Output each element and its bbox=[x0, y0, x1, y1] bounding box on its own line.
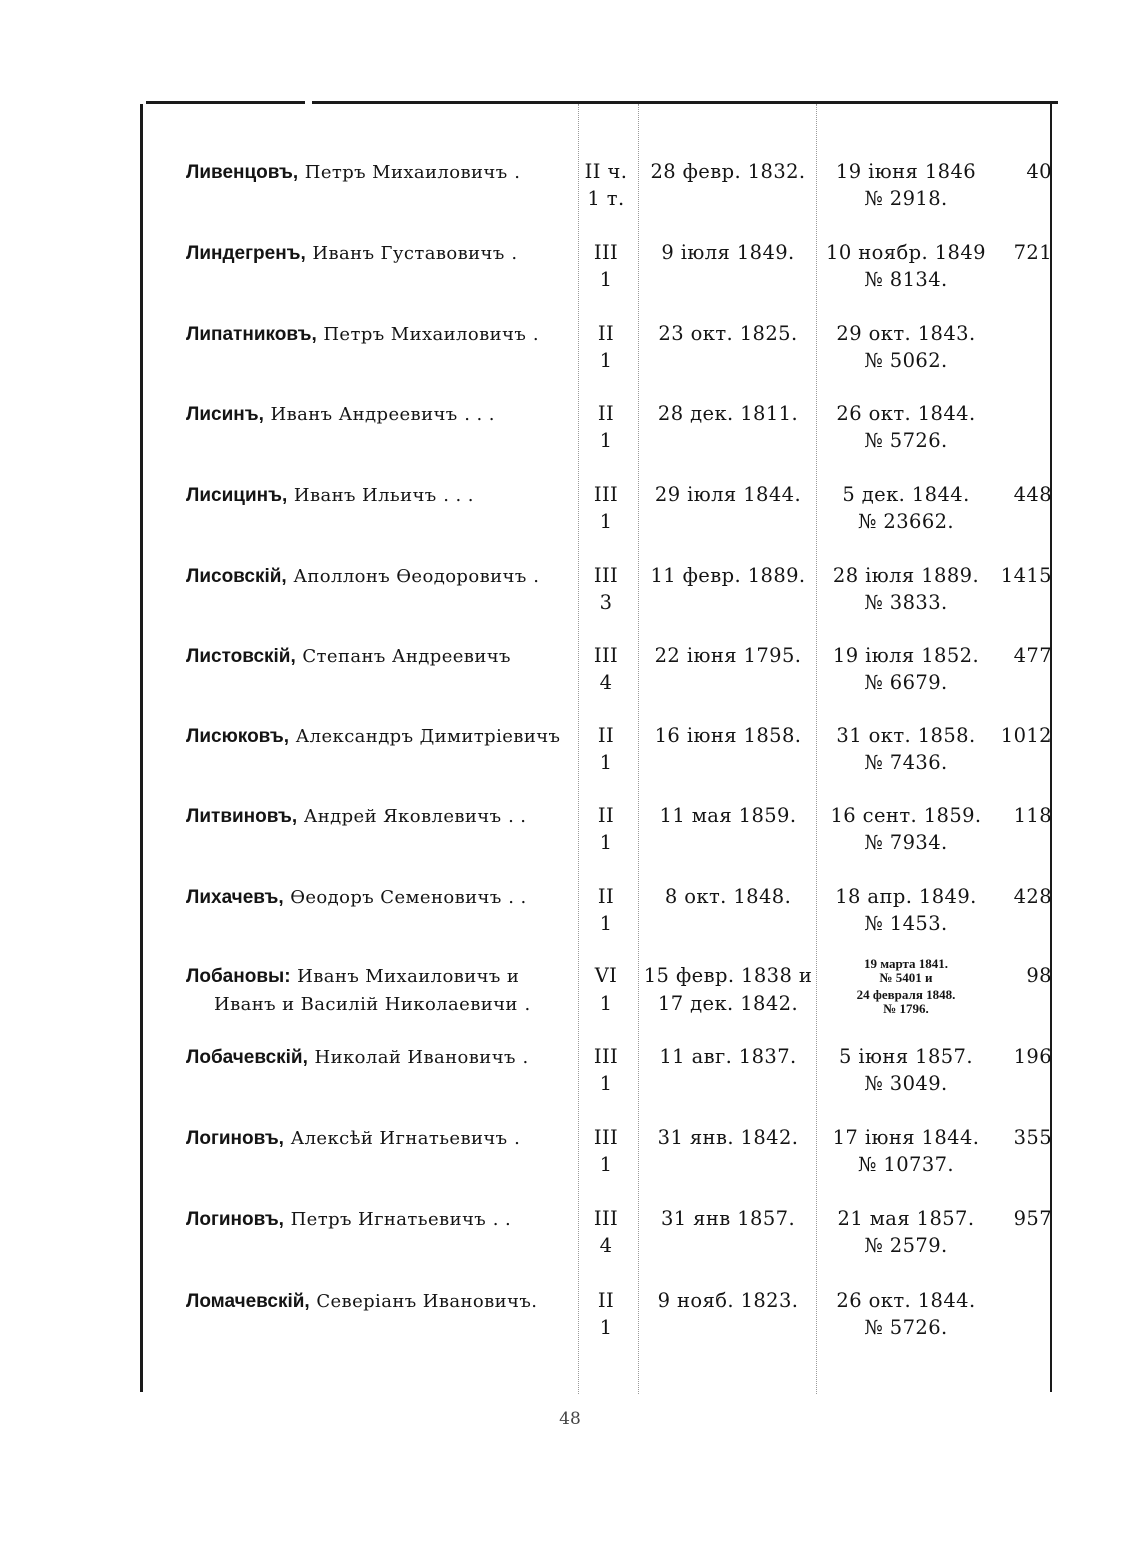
leader-dots: . . bbox=[492, 1209, 512, 1230]
decree-date: 31 окт. 1858. bbox=[836, 724, 976, 747]
decree-number: № 5401 и bbox=[879, 970, 933, 985]
register-row bbox=[0, 722, 1140, 792]
given-name: Иванъ Ильичъ bbox=[293, 485, 437, 506]
decree-date: 19 іюля 1852. bbox=[832, 644, 980, 667]
given-name: Ѳеодоръ Семеновичъ bbox=[290, 887, 502, 908]
surname: Лисицинъ, bbox=[186, 485, 288, 506]
given-name: Иванъ Андреевичъ bbox=[270, 404, 458, 425]
decree-number: № 7436. bbox=[864, 751, 948, 774]
person-name bbox=[186, 400, 564, 428]
register-row bbox=[0, 400, 1140, 470]
person-name bbox=[186, 1043, 564, 1071]
surname: Лобачевскій, bbox=[186, 1047, 308, 1068]
person-name bbox=[186, 562, 564, 590]
decree-number: № 2918. bbox=[864, 187, 948, 210]
record-number: 477 bbox=[1013, 644, 1052, 667]
person-name bbox=[186, 962, 564, 990]
decree-date: 10 ноябр. 1849 bbox=[826, 241, 986, 264]
leader-dots: . . . bbox=[443, 485, 474, 506]
given-name: Петръ Михаиловичъ bbox=[323, 324, 527, 345]
register-row bbox=[0, 642, 1140, 712]
record-number: 448 bbox=[1013, 483, 1052, 506]
given-name: Степанъ Андреевичъ bbox=[302, 646, 511, 667]
given-name: Иванъ Густавовичъ bbox=[312, 243, 505, 264]
first-date: 8 окт. 1848. bbox=[664, 885, 792, 908]
class-line1: III bbox=[593, 241, 619, 264]
leader-dots: . bbox=[522, 1047, 529, 1068]
class-line2: 1 bbox=[599, 992, 613, 1015]
first-date: 16 іюня 1858. bbox=[654, 724, 802, 747]
given-name: Северіанъ Ивановичъ. bbox=[316, 1291, 538, 1312]
decree-number: № 3049. bbox=[864, 1072, 948, 1095]
class-line2: 1 bbox=[599, 268, 613, 291]
class-line2: 1 bbox=[599, 1072, 613, 1095]
decree-date: 26 окт. 1844. bbox=[836, 402, 976, 425]
first-date: 9 іюля 1849. bbox=[661, 241, 795, 264]
surname: Ливенцовъ, bbox=[186, 162, 299, 183]
decree-date: 5 іюня 1857. bbox=[839, 1045, 973, 1068]
class-line2: 4 bbox=[599, 1234, 613, 1257]
person-name bbox=[186, 1124, 564, 1152]
register-row bbox=[0, 239, 1140, 309]
decree-date: 19 іюня 1846 bbox=[835, 160, 977, 183]
decree-date: 26 окт. 1844. bbox=[836, 1289, 976, 1312]
leader-dots: . bbox=[532, 324, 539, 345]
register-row bbox=[0, 1287, 1140, 1357]
first-date: 31 янв. 1842. bbox=[657, 1126, 799, 1149]
record-number: 40 bbox=[1026, 160, 1052, 183]
leader-dots: . bbox=[514, 1128, 521, 1149]
first-date: 28 февр. 1832. bbox=[650, 160, 806, 183]
class-line2: 1 bbox=[599, 831, 613, 854]
class-line1: II bbox=[597, 885, 615, 908]
top-rule bbox=[146, 101, 1058, 104]
first-date: 11 мая 1859. bbox=[659, 804, 797, 827]
register-row bbox=[0, 1205, 1140, 1275]
class-line2: 1 bbox=[599, 429, 613, 452]
class-line2: 1 bbox=[599, 510, 613, 533]
page-number: 48 bbox=[559, 1409, 581, 1429]
leader-dots: . bbox=[533, 566, 540, 587]
leader-dots: . . bbox=[508, 806, 527, 827]
decree-number: № 8134. bbox=[864, 268, 948, 291]
class-line1: III bbox=[593, 483, 619, 506]
person-name bbox=[186, 1287, 564, 1315]
record-number: 1012 bbox=[1000, 724, 1052, 747]
class-line1: II bbox=[597, 402, 615, 425]
person-name bbox=[186, 320, 564, 348]
first-date: 11 авг. 1837. bbox=[659, 1045, 797, 1068]
class-line2: 1 bbox=[599, 912, 613, 935]
decree-number: № 3833. bbox=[864, 591, 948, 614]
given-name-continued: Иванъ и Василій Николаевичи bbox=[214, 994, 518, 1015]
given-name: Петръ Михаиловичъ bbox=[304, 162, 508, 183]
surname: Логиновъ, bbox=[186, 1128, 284, 1149]
class-line1: III bbox=[593, 1126, 619, 1149]
surname: Литвиновъ, bbox=[186, 806, 298, 827]
given-name: Алексѣй Игнатьевичъ bbox=[290, 1128, 508, 1149]
decree-number-second: № 1796. bbox=[883, 1001, 929, 1016]
surname: Лисинъ, bbox=[186, 404, 264, 425]
person-name bbox=[186, 239, 564, 267]
person-name-continued bbox=[186, 990, 592, 1018]
record-number: 196 bbox=[1013, 1045, 1052, 1068]
decree-date: 19 марта 1841. bbox=[863, 956, 949, 971]
class-line1: II bbox=[597, 1289, 615, 1312]
given-name: Александръ Димитріевичъ bbox=[295, 726, 561, 747]
first-date: 15 февр. 1838 и bbox=[643, 964, 813, 987]
first-date-continued: 17 дек. 1842. bbox=[657, 992, 799, 1015]
record-number: 118 bbox=[1013, 804, 1052, 827]
record-number: 428 bbox=[1013, 885, 1052, 908]
surname: Логиновъ, bbox=[186, 1209, 284, 1230]
decree-number: № 2579. bbox=[864, 1234, 948, 1257]
register-row bbox=[0, 481, 1140, 551]
first-date: 31 янв 1857. bbox=[660, 1207, 796, 1230]
decree-date-second: 24 февраля 1848. bbox=[856, 987, 956, 1002]
register-row-multi bbox=[0, 956, 1140, 1026]
leader-dots: . bbox=[524, 994, 531, 1015]
register-row bbox=[0, 562, 1140, 632]
register-row bbox=[0, 802, 1140, 872]
surname: Листовскій, bbox=[186, 646, 296, 667]
record-number: 721 bbox=[1013, 241, 1052, 264]
decree-date: 17 іюня 1844. bbox=[832, 1126, 980, 1149]
class-line1: II bbox=[597, 804, 615, 827]
leader-dots: . . . bbox=[464, 404, 495, 425]
decree-number: № 6679. bbox=[864, 671, 948, 694]
decree-date: 18 апр. 1849. bbox=[835, 885, 977, 908]
decree-number: № 5726. bbox=[864, 1316, 948, 1339]
decree-date: 29 окт. 1843. bbox=[836, 322, 976, 345]
register-row bbox=[0, 1124, 1140, 1194]
top-rule-gap bbox=[305, 100, 312, 105]
register-row bbox=[0, 320, 1140, 390]
decree-number: № 5062. bbox=[864, 349, 948, 372]
record-number: 1415 bbox=[1000, 564, 1052, 587]
decree-number: № 7934. bbox=[864, 831, 948, 854]
person-name bbox=[186, 883, 564, 911]
leader-dots: . . bbox=[508, 887, 527, 908]
class-line2: 4 bbox=[599, 671, 613, 694]
decree-date: 21 мая 1857. bbox=[837, 1207, 975, 1230]
first-date: 29 іюля 1844. bbox=[654, 483, 802, 506]
given-name: Петръ Игнатьевичъ bbox=[290, 1209, 487, 1230]
person-name bbox=[186, 642, 564, 670]
record-number: 957 bbox=[1013, 1207, 1052, 1230]
given-name: Иванъ Михаиловичъ и bbox=[297, 966, 520, 987]
decree-date: 16 сент. 1859. bbox=[830, 804, 982, 827]
first-date: 28 дек. 1811. bbox=[657, 402, 799, 425]
first-date: 22 іюня 1795. bbox=[654, 644, 802, 667]
person-name bbox=[186, 481, 564, 509]
class-line1: III bbox=[593, 644, 619, 667]
first-date: 9 нояб. 1823. bbox=[657, 1289, 799, 1312]
class-line2: 1 bbox=[599, 1316, 613, 1339]
decree-number: № 5726. bbox=[864, 429, 948, 452]
given-name: Николай Ивановичъ bbox=[314, 1047, 516, 1068]
decree-date: 28 іюля 1889. bbox=[832, 564, 980, 587]
class-line1: III bbox=[593, 1045, 619, 1068]
first-date: 23 окт. 1825. bbox=[658, 322, 798, 345]
class-line1: II bbox=[597, 724, 615, 747]
given-name: Аполлонъ Ѳеодоровичъ bbox=[293, 566, 527, 587]
surname: Лихачевъ, bbox=[186, 887, 284, 908]
class-line2: 1 bbox=[599, 751, 613, 774]
register-row bbox=[0, 1043, 1140, 1113]
class-line1: VI bbox=[594, 964, 618, 987]
decree-number: № 1453. bbox=[864, 912, 948, 935]
person-name bbox=[186, 158, 564, 186]
class-line2: 1 bbox=[599, 349, 613, 372]
class-line1: II ч. bbox=[584, 160, 628, 183]
surname: Лисюковъ, bbox=[186, 726, 290, 747]
given-name: Андрей Яковлевичъ bbox=[303, 806, 502, 827]
class-line1: III bbox=[593, 564, 619, 587]
leader-dots: . bbox=[511, 243, 518, 264]
decree-date: 5 дек. 1844. bbox=[842, 483, 970, 506]
first-date: 11 февр. 1889. bbox=[650, 564, 806, 587]
decree-number: № 23662. bbox=[857, 510, 955, 533]
decree-number: № 10737. bbox=[857, 1153, 955, 1176]
leader-dots: . bbox=[514, 162, 521, 183]
surname: Линдегренъ, bbox=[186, 243, 306, 264]
person-name bbox=[186, 802, 564, 830]
surname: Лобановы: bbox=[186, 966, 291, 987]
class-line2: 1 bbox=[599, 1153, 613, 1176]
person-name bbox=[186, 1205, 564, 1233]
record-number: 98 bbox=[1026, 964, 1052, 987]
register-row bbox=[0, 883, 1140, 953]
surname: Липатниковъ, bbox=[186, 324, 317, 345]
surname: Лисовскій, bbox=[186, 566, 287, 587]
class-line2: 3 bbox=[599, 591, 613, 614]
class-line2: 1 т. bbox=[587, 187, 625, 210]
class-line1: II bbox=[597, 322, 615, 345]
surname: Ломачевскій, bbox=[186, 1291, 310, 1312]
person-name bbox=[186, 722, 564, 750]
class-line1: III bbox=[593, 1207, 619, 1230]
record-number: 355 bbox=[1013, 1126, 1052, 1149]
register-row bbox=[0, 158, 1140, 228]
